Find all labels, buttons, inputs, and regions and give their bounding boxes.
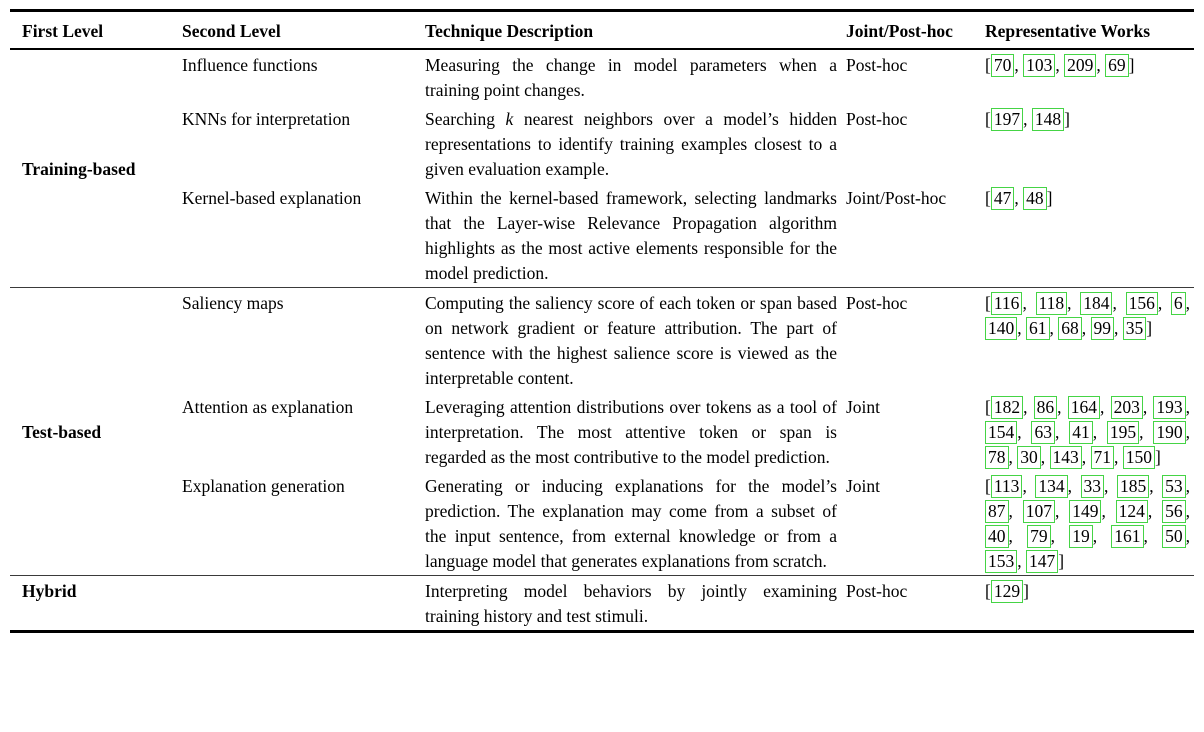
citation-link[interactable]: 103	[1023, 54, 1055, 77]
representative-works-cell	[985, 49, 1194, 104]
citation-unit: 143 ,	[1050, 446, 1087, 469]
citation-link[interactable]: 140	[985, 317, 1017, 340]
citation-unit: 40 ,	[985, 525, 1013, 548]
citation-unit: 156 ,	[1126, 292, 1163, 315]
second-level-label: Attention as explanation	[182, 397, 354, 417]
open-bracket: [	[985, 188, 991, 208]
citation-link[interactable]: 195	[1107, 421, 1139, 444]
second-level-label: Saliency maps	[182, 293, 284, 313]
citation-link[interactable]: 150	[1123, 446, 1155, 469]
close-bracket: ]	[1046, 188, 1053, 208]
citation-unit: 86 ,	[1034, 396, 1062, 419]
citation-unit: 56 ,	[1162, 500, 1190, 523]
citation-unit: [ 116 ,	[985, 293, 1027, 313]
description-segment: Within the kernel-based framework, selecting landmarks that the Layer-wise Relevance Propagation algorithm highlights as the most active elements responsible for the model prediction.	[425, 188, 837, 283]
citation-unit: 154 ,	[985, 421, 1022, 444]
citation-link[interactable]: 209	[1064, 54, 1096, 77]
group-training-based	[10, 49, 1194, 288]
citation-unit: 203 ,	[1111, 396, 1148, 419]
second-level-label: Explanation generation	[182, 476, 345, 496]
representative-works-cell	[985, 288, 1194, 393]
table-row	[10, 49, 1194, 104]
second-level-cell	[182, 104, 425, 183]
joint-posthoc-cell	[846, 576, 985, 632]
citation-unit: 79 ,	[1027, 525, 1055, 548]
citation-link[interactable]: 184	[1080, 292, 1112, 315]
citation-unit: 185 ,	[1117, 475, 1154, 498]
second-level-label: KNNs for interpretation	[182, 109, 351, 129]
representative-works-cell	[985, 392, 1194, 471]
first-level-label: Training-based	[22, 159, 136, 179]
citation-unit: [ 182 ,	[985, 397, 1028, 417]
technique-description	[425, 104, 846, 183]
citation-link[interactable]: 87	[985, 500, 1009, 523]
joint-posthoc-value: Joint	[846, 476, 881, 496]
citation-unit	[1026, 550, 1064, 573]
citation-link[interactable]: 143	[1050, 446, 1082, 469]
citation-link[interactable]: 86	[1034, 396, 1058, 419]
joint-posthoc-cell	[846, 183, 985, 288]
column-header-first-level: First Level	[10, 11, 182, 50]
citation-link[interactable]: 50	[1162, 525, 1186, 548]
citation-link[interactable]: 61	[1026, 317, 1050, 340]
citation-unit: 209 ,	[1064, 54, 1101, 77]
joint-posthoc-cell	[846, 49, 985, 104]
citation-unit: 30 ,	[1017, 446, 1045, 469]
technique-description	[425, 392, 846, 471]
citation-unit: 103 ,	[1023, 54, 1060, 77]
group-hybrid	[10, 576, 1194, 632]
second-level-cell	[182, 576, 425, 632]
column-header-second-level: Second Level	[182, 11, 425, 50]
citation-link[interactable]: 68	[1058, 317, 1082, 340]
open-bracket: [	[985, 581, 991, 601]
second-level-cell	[182, 392, 425, 471]
citation-link[interactable]: 147	[1026, 550, 1058, 573]
citation-link[interactable]: 33	[1081, 475, 1105, 498]
citation-unit: 53 ,	[1162, 475, 1190, 498]
citation-link[interactable]: 48	[1023, 187, 1047, 210]
representative-works-cell	[985, 183, 1194, 288]
description-segment: Measuring the change in model parameters when a training point changes.	[425, 55, 837, 100]
second-level-label: Kernel-based explanation	[182, 188, 362, 208]
joint-posthoc-cell	[846, 392, 985, 471]
citation-link[interactable]: 164	[1068, 396, 1100, 419]
citation-unit: [ 70 ,	[985, 55, 1019, 75]
citation-link[interactable]: 148	[1032, 108, 1064, 131]
close-bracket: ]	[1064, 109, 1070, 129]
citation-unit: 107 ,	[1023, 500, 1060, 523]
citation-unit: 149 ,	[1069, 500, 1106, 523]
second-level-cell	[182, 49, 425, 104]
open-bracket: [	[985, 55, 991, 75]
first-level-label: Hybrid	[22, 581, 77, 601]
representative-works-cell	[985, 471, 1194, 576]
citation-link[interactable]: 56	[1162, 500, 1186, 523]
joint-posthoc-value: Post-hoc	[846, 293, 908, 313]
citation-link[interactable]: 156	[1126, 292, 1158, 315]
column-header-technique-description: Technique Description	[425, 11, 846, 50]
column-header-representative-works: Representative Works	[985, 11, 1194, 50]
table-row	[10, 471, 1194, 576]
table-header	[10, 11, 1194, 50]
first-level-cell	[10, 576, 182, 632]
citation-link[interactable]: 41	[1069, 421, 1093, 444]
technique-description	[425, 576, 846, 632]
citation-link[interactable]: 53	[1162, 475, 1186, 498]
citation-unit	[985, 580, 1029, 603]
close-bracket: ]	[1155, 447, 1161, 467]
close-bracket: ]	[1128, 55, 1135, 75]
group-test-based	[10, 288, 1194, 576]
citation-link[interactable]: 149	[1069, 500, 1101, 523]
first-level-cell	[10, 49, 182, 288]
citation-unit: [ 47 ,	[985, 188, 1019, 208]
citation-unit: [ 197 ,	[985, 109, 1028, 129]
table-row	[10, 104, 1194, 183]
citation-link[interactable]: 30	[1017, 446, 1041, 469]
description-segment: Computing the saliency score of each token or span based on network gradient or feature attribution. The part of sentence with the highest salience score is viewed as the interpretable content.	[425, 293, 837, 388]
table-row	[10, 183, 1194, 288]
open-bracket: [	[985, 109, 991, 129]
description-segment: nearest neighbors over a model’s hidden representations to identify training examples closest to a given evaluation example.	[425, 109, 837, 179]
representative-works-cell	[985, 104, 1194, 183]
citation-link[interactable]: 116	[991, 292, 1023, 315]
citation-unit: 63 ,	[1031, 421, 1059, 444]
joint-posthoc-value: Joint	[846, 397, 881, 417]
joint-posthoc-cell	[846, 288, 985, 393]
table-row	[10, 288, 1194, 393]
citation-link[interactable]: 182	[991, 396, 1023, 419]
technique-description	[425, 471, 846, 576]
first-level-cell	[10, 288, 182, 576]
citation-link[interactable]: 185	[1117, 475, 1149, 498]
citation-link[interactable]: 79	[1027, 525, 1051, 548]
citation-unit: 68 ,	[1058, 317, 1086, 340]
description-segment: Interpreting model behaviors by jointly examining training history and test stimuli.	[425, 581, 837, 626]
citation-unit	[1105, 54, 1134, 77]
citation-link[interactable]: 153	[985, 550, 1017, 573]
joint-posthoc-value: Joint/Post-hoc	[846, 188, 947, 208]
description-segment: Leveraging attention distributions over tokens as a tool of interpretation. The most attentive token or span is regarded as the most contributive to the model prediction.	[425, 397, 837, 467]
citation-link[interactable]: 107	[1023, 500, 1055, 523]
close-bracket: ]	[1058, 551, 1065, 571]
citation-unit: 124 ,	[1116, 500, 1153, 523]
open-bracket: [	[985, 293, 991, 313]
citation-unit: 87 ,	[985, 500, 1013, 523]
second-level-cell	[182, 183, 425, 288]
citation-link[interactable]: 124	[1116, 500, 1148, 523]
citation-link[interactable]: 47	[991, 187, 1015, 210]
joint-posthoc-cell	[846, 471, 985, 576]
citation-unit: 19 ,	[1069, 525, 1097, 548]
citation-unit: 190 ,	[1153, 421, 1190, 444]
citation-unit: [ 113 ,	[985, 476, 1027, 496]
citation-link[interactable]: 40	[985, 525, 1009, 548]
close-bracket: ]	[1023, 581, 1029, 601]
citation-link[interactable]: 190	[1153, 421, 1185, 444]
citation-link[interactable]: 35	[1123, 317, 1147, 340]
citation-link[interactable]: 113	[991, 475, 1023, 498]
citation-link[interactable]: 78	[985, 446, 1009, 469]
techniques-table	[10, 9, 1194, 633]
description-segment: Generating or inducing explanations for the model’s prediction. The explanation may come from a subset of the input sentence, from external knowledge or from a language model that generates explanations from scratch.	[425, 476, 837, 571]
citation-link[interactable]: 63	[1031, 421, 1055, 444]
technique-description	[425, 183, 846, 288]
citation-unit: 161 ,	[1111, 525, 1148, 548]
open-bracket: [	[985, 397, 991, 417]
second-level-label: Influence functions	[182, 55, 318, 75]
joint-posthoc-cell	[846, 104, 985, 183]
joint-posthoc-value: Post-hoc	[846, 109, 908, 129]
table-row	[10, 392, 1194, 471]
first-level-label: Test-based	[22, 422, 102, 442]
open-bracket: [	[985, 476, 991, 496]
citation-unit	[1123, 446, 1161, 469]
joint-posthoc-value: Post-hoc	[846, 55, 908, 75]
representative-works-cell	[985, 576, 1194, 632]
header-row	[10, 11, 1194, 50]
citation-unit: 99 ,	[1091, 317, 1119, 340]
description-segment: Searching	[425, 109, 506, 129]
citation-link[interactable]: 99	[1091, 317, 1115, 340]
citation-link[interactable]: 193	[1153, 396, 1185, 419]
technique-description	[425, 49, 846, 104]
description-italic-segment: k	[505, 109, 514, 129]
citation-link[interactable]: 118	[1036, 292, 1068, 315]
citation-link[interactable]: 203	[1111, 396, 1143, 419]
citation-unit	[1023, 187, 1052, 210]
citation-link[interactable]: 134	[1035, 475, 1067, 498]
table-row	[10, 576, 1194, 632]
citation-unit: 140 ,	[985, 317, 1022, 340]
citation-unit: 71 ,	[1091, 446, 1119, 469]
citation-unit	[1123, 317, 1152, 340]
citation-unit: 153 ,	[985, 550, 1022, 573]
citation-link[interactable]: 69	[1105, 54, 1129, 77]
citation-unit: 41 ,	[1069, 421, 1097, 444]
citation-link[interactable]: 197	[991, 108, 1023, 131]
citation-unit: 195 ,	[1107, 421, 1144, 444]
column-header-joint-post-hoc: Joint/Post-hoc	[846, 11, 985, 50]
citation-unit: 78 ,	[985, 446, 1013, 469]
citation-unit: 33 ,	[1081, 475, 1109, 498]
joint-posthoc-value: Post-hoc	[846, 581, 908, 601]
citation-unit	[1032, 108, 1070, 131]
citation-unit: 118 ,	[1036, 292, 1072, 315]
citation-link[interactable]: 154	[985, 421, 1017, 444]
second-level-cell	[182, 471, 425, 576]
citation-unit: 6 ,	[1171, 292, 1190, 315]
citation-unit: 184 ,	[1080, 292, 1117, 315]
citation-unit: 134 ,	[1035, 475, 1072, 498]
citation-link[interactable]: 129	[991, 580, 1023, 603]
citation-unit: 61 ,	[1026, 317, 1054, 340]
citation-unit: 164 ,	[1068, 396, 1105, 419]
citation-link[interactable]: 19	[1069, 525, 1093, 548]
technique-description	[425, 288, 846, 393]
citation-link[interactable]: 70	[991, 54, 1015, 77]
close-bracket: ]	[1146, 318, 1153, 338]
citation-unit: 50 ,	[1162, 525, 1190, 548]
citation-link[interactable]: 71	[1091, 446, 1115, 469]
citation-link[interactable]: 161	[1111, 525, 1143, 548]
citation-link[interactable]: 6	[1171, 292, 1186, 315]
second-level-cell	[182, 288, 425, 393]
citation-unit: 193 ,	[1153, 396, 1190, 419]
